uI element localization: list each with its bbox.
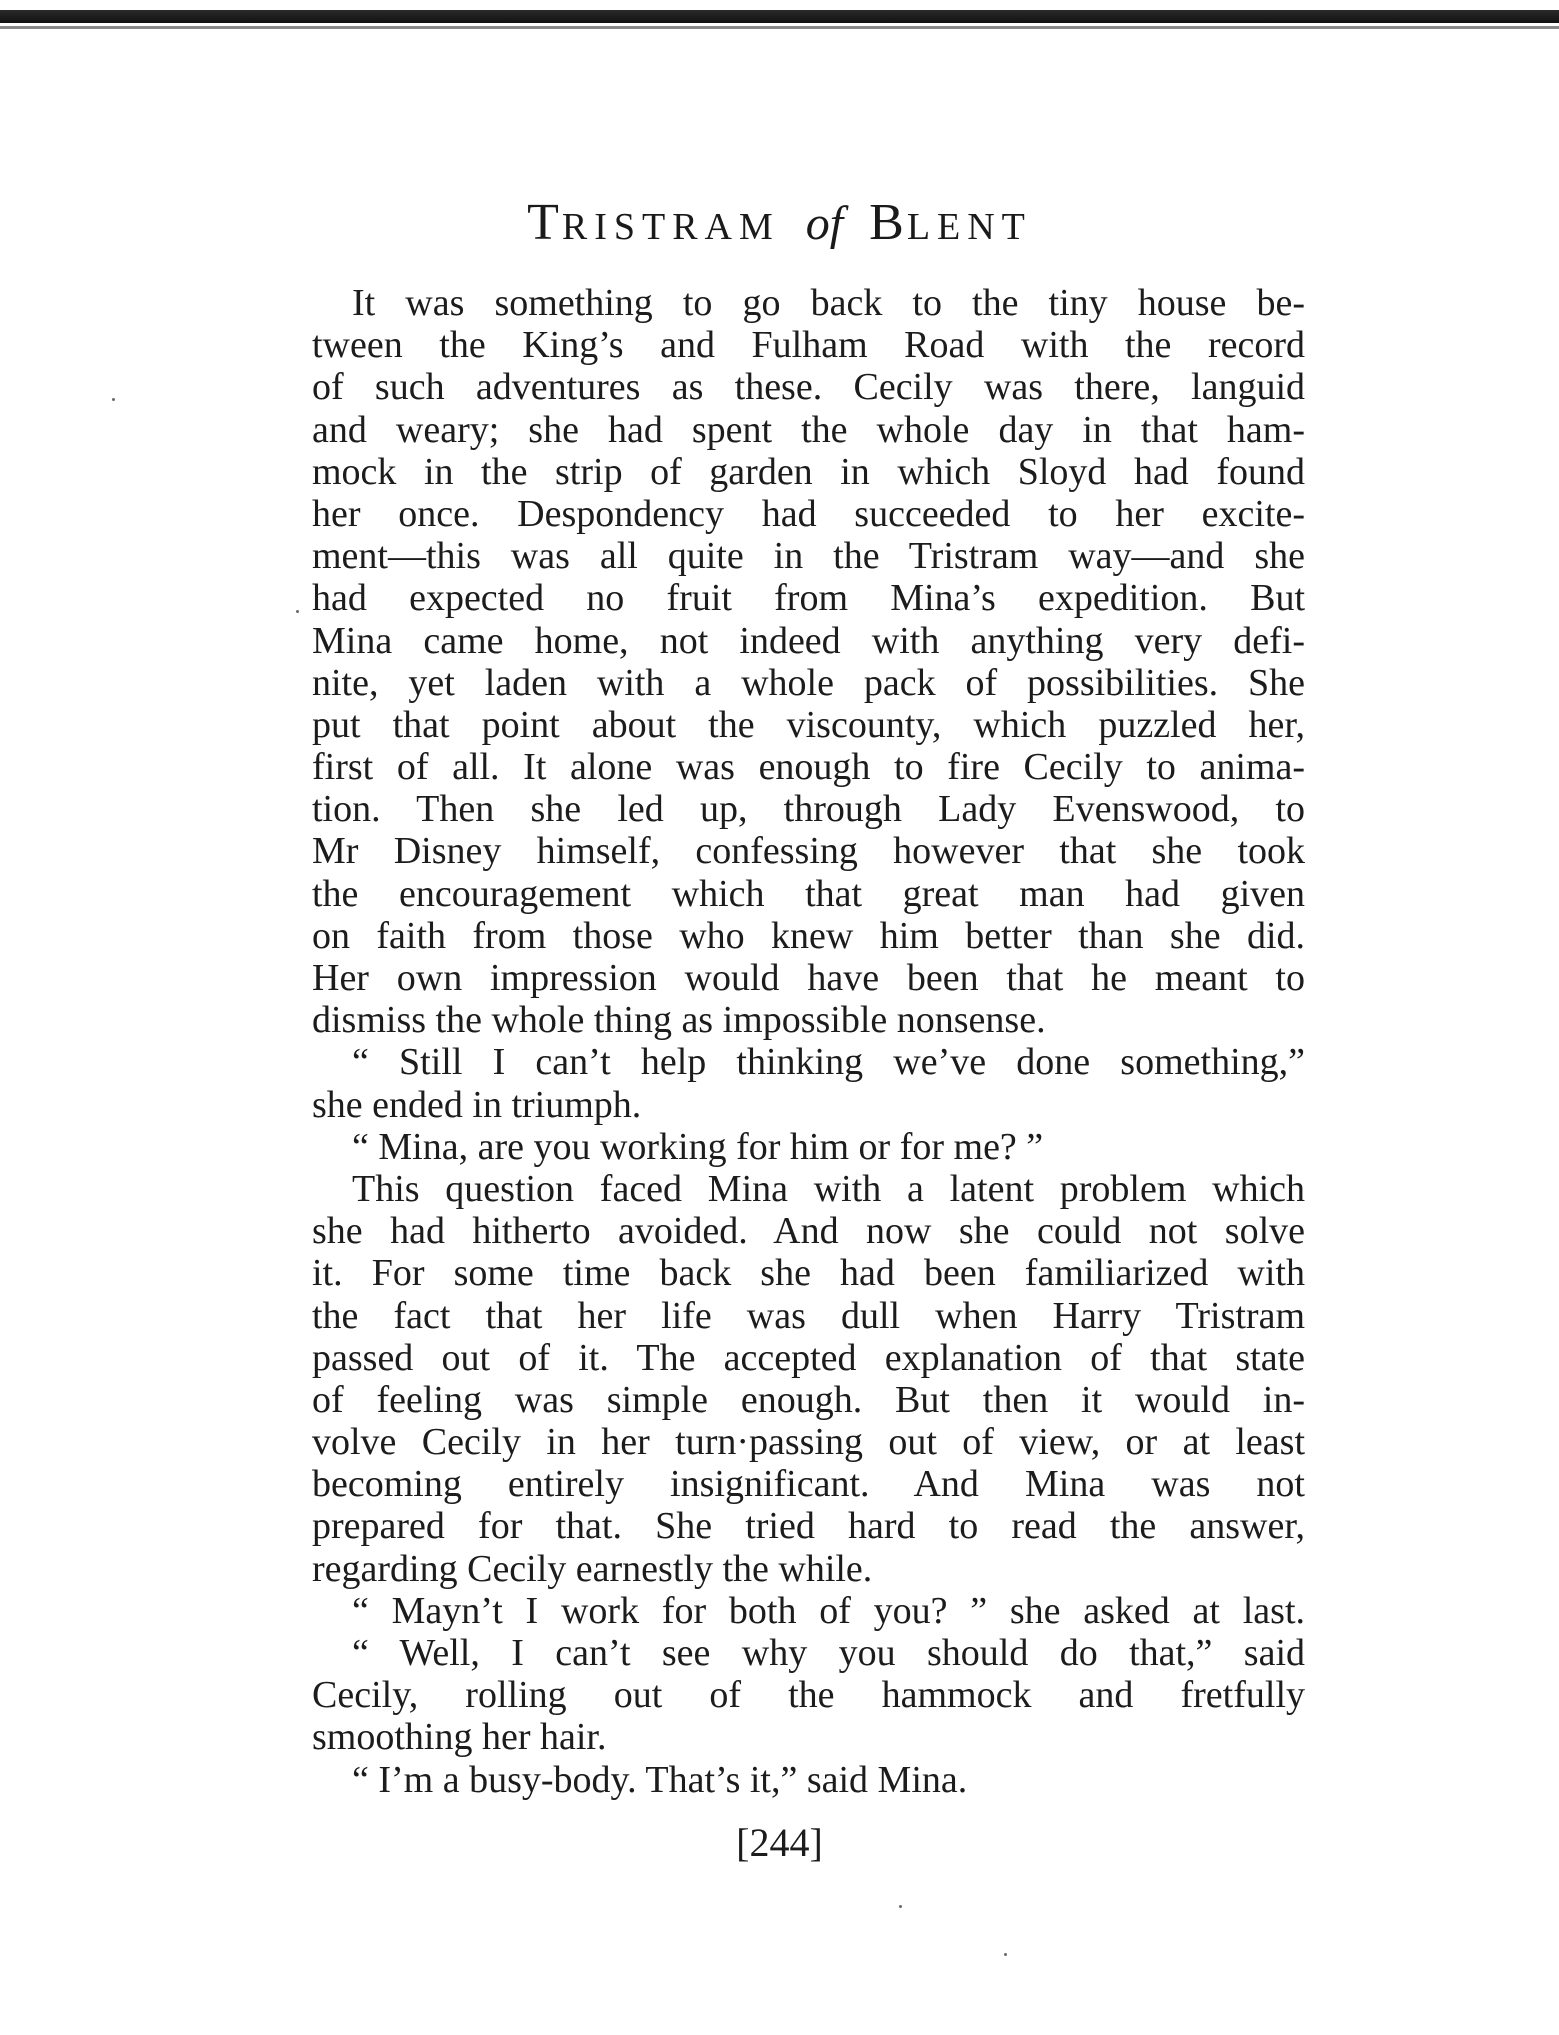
text-line: becoming entirely insignificant. And Mina was not [312, 1463, 1305, 1506]
text-line: it. For some time back she had been familiarized with [312, 1252, 1305, 1295]
running-head-word2-initial: B [869, 194, 907, 251]
text-line: the fact that her life was dull when Harry Tristram [312, 1294, 1305, 1337]
text-line: “ Well, I can’t see why you should do that,” said [352, 1632, 1305, 1674]
running-head-connector: of [805, 197, 844, 250]
text-line: she ended in triumph. [312, 1083, 642, 1126]
text-line: ment—this was all quite in the Tristram way—and she [312, 535, 1305, 578]
text-line: had expected no fruit from Mina’s expedition. But [312, 577, 1305, 620]
running-head [0, 188, 1559, 262]
top-border-rule [0, 10, 1559, 23]
text-line: “ Still I can’t help thinking we’ve done something,” [352, 1041, 1305, 1084]
text-line: and weary; she had spent the whole day in that ham- [312, 408, 1305, 451]
body-text [312, 282, 1305, 1801]
text-line: the encouragement which that great man had given [312, 872, 1305, 915]
text-line: passed out of it. The accepted explanation of that state [312, 1336, 1305, 1379]
text-line: “ Mina, are you working for him or for me? ” [352, 1125, 1044, 1168]
scan-speck [899, 1905, 902, 1908]
scan-speck [296, 610, 299, 613]
text-line: Mina came home, not indeed with anything very defi- [312, 619, 1305, 662]
text-line: of such adventures as these. Cecily was there, languid [312, 366, 1305, 409]
text-line: “ I’m a busy-body. That’s it,” said Mina. [352, 1758, 968, 1801]
text-line: It was something to go back to the tiny house be- [352, 282, 1305, 324]
running-head-word2-rest: LENT [906, 206, 1032, 248]
text-line: “ Mayn’t I work for both of you? ” she asked at last. [352, 1589, 1305, 1632]
text-line: Mr Disney himself, confessing however that she took [312, 830, 1305, 873]
text-line: Her own impression would have been that he meant to [312, 957, 1305, 999]
scan-speck [112, 398, 115, 401]
text-line: of feeling was simple enough. But then it would in- [312, 1378, 1305, 1421]
text-line: nite, yet laden with a whole pack of possibilities. She [312, 661, 1305, 704]
text-line: first of all. It alone was enough to fire Cecily to anima- [312, 746, 1305, 789]
top-border-rule-thin [0, 26, 1559, 29]
running-head-word1-initial: T [527, 194, 562, 251]
text-line: she had hitherto avoided. And now she could not solve [312, 1210, 1305, 1253]
text-line: tween the King’s and Fulham Road with the record [312, 324, 1305, 367]
text-line: put that point about the viscounty, which puzzled her, [312, 703, 1305, 746]
text-line: regarding Cecily earnestly the while. [312, 1547, 873, 1590]
text-line: prepared for that. She tried hard to read the answer, [312, 1505, 1305, 1548]
text-line: smoothing her hair. [312, 1716, 607, 1759]
text-line: This question faced Mina with a latent problem which [352, 1167, 1305, 1210]
text-line: dismiss the whole thing as impossible nonsense. [312, 999, 1046, 1042]
page-number: [244] [736, 1820, 823, 1865]
text-line: tion. Then she led up, through Lady Evenswood, to [312, 788, 1305, 831]
text-line: Cecily, rolling out of the hammock and fretfully [312, 1674, 1305, 1717]
text-line: on faith from those who knew him better than she did. [312, 914, 1305, 957]
scan-speck [1004, 1953, 1007, 1956]
text-line: volve Cecily in her turn·passing out of view, or at least [312, 1421, 1305, 1464]
text-line: her once. Despondency had succeeded to her excite- [312, 492, 1305, 535]
running-head-word1-rest: RISTRAM [561, 206, 780, 248]
text-line: mock in the strip of garden in which Sloyd had found [312, 450, 1305, 493]
